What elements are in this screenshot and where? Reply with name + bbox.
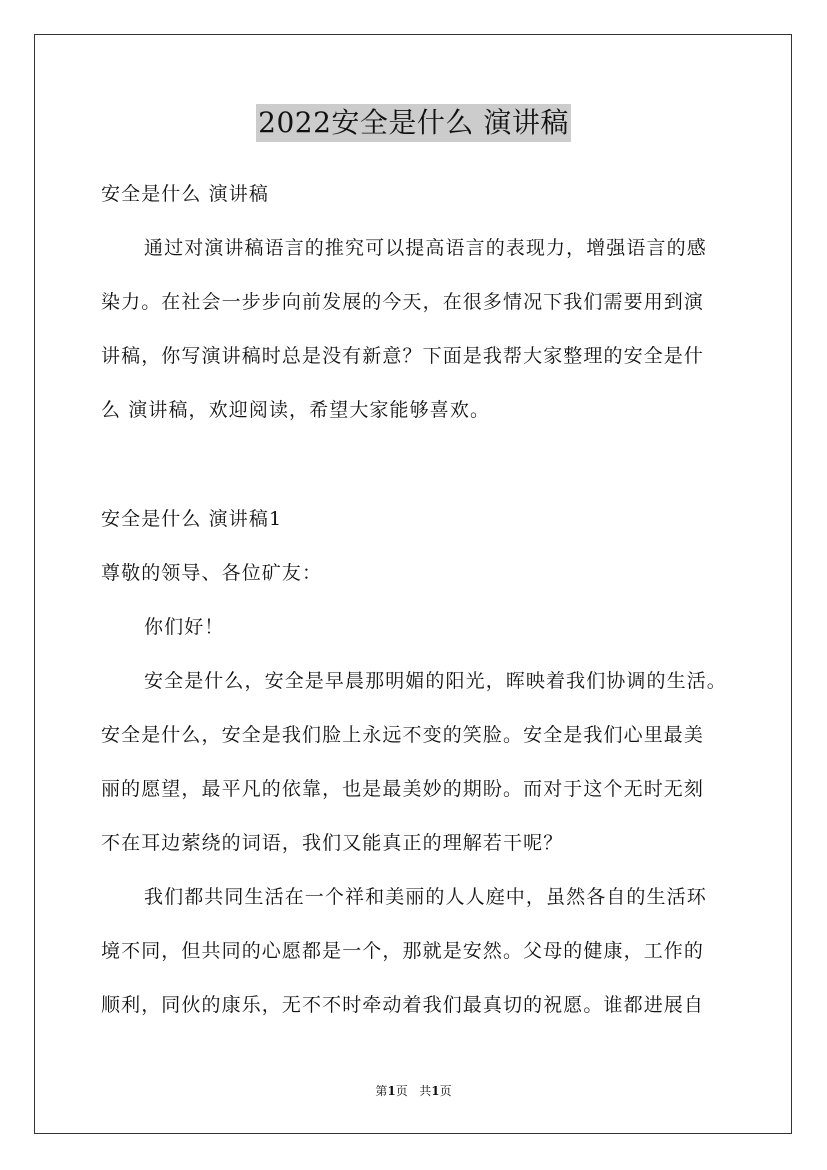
intro-line-4: 么 演讲稿，欢迎阅读，希望大家能够喜欢。 [101, 399, 491, 421]
footer-page-suffix: 页 [395, 1084, 408, 1098]
paragraph1-line-3: 丽的愿望，最平凡的依靠，也是最美妙的期盼。而对于这个无时无刻 [101, 778, 705, 800]
paragraph1-line-4: 不在耳边萦绕的词语，我们又能真正的理解若干呢？ [101, 832, 564, 854]
section-heading: 安全是什么 演讲稿1 [101, 508, 283, 530]
document-title: 2022安全是什么 演讲稿 [256, 104, 571, 142]
footer-page-prefix: 第 [375, 1084, 388, 1098]
paragraph2-line-2: 境不同，但共同的心愿都是一个，那就是安然。父母的健康，工作的 [101, 940, 705, 962]
page-footer [0, 1083, 827, 1099]
intro-line-3: 讲稿，你写演讲稿时总是没有新意？下面是我帮大家整理的安全是什 [101, 345, 705, 367]
paragraph1-line-2: 安全是什么，安全是我们脸上永远不变的笑脸。安全是我们心里最美 [101, 724, 705, 746]
title-container [0, 104, 827, 142]
paragraph2-line-1: 我们都共同生活在一个祥和美丽的人人庭中，虽然各自的生活环 [144, 886, 707, 908]
subtitle: 安全是什么 演讲稿 [101, 183, 269, 205]
paragraph2-line-3: 顺利，同伙的康乐，无不不时牵动着我们最真切的祝愿。谁都进展自 [101, 994, 705, 1016]
footer-page-current: 1 [387, 1084, 396, 1098]
footer-total-prefix: 共 [419, 1084, 432, 1098]
intro-line-1: 通过对演讲稿语言的推究可以提高语言的表现力，增强语言的感 [144, 237, 707, 259]
paragraph1-line-1: 安全是什么，安全是早晨那明媚的阳光，晖映着我们协调的生活。 [144, 670, 727, 692]
footer-total-suffix: 页 [439, 1084, 452, 1098]
intro-line-2: 染力。在社会一步步向前发展的今天，在很多情况下我们需要用到演 [101, 291, 705, 313]
greeting: 你们好！ [144, 616, 225, 638]
salutation: 尊敬的领导、各位矿友： [101, 562, 323, 584]
footer-page-total: 1 [431, 1084, 440, 1098]
